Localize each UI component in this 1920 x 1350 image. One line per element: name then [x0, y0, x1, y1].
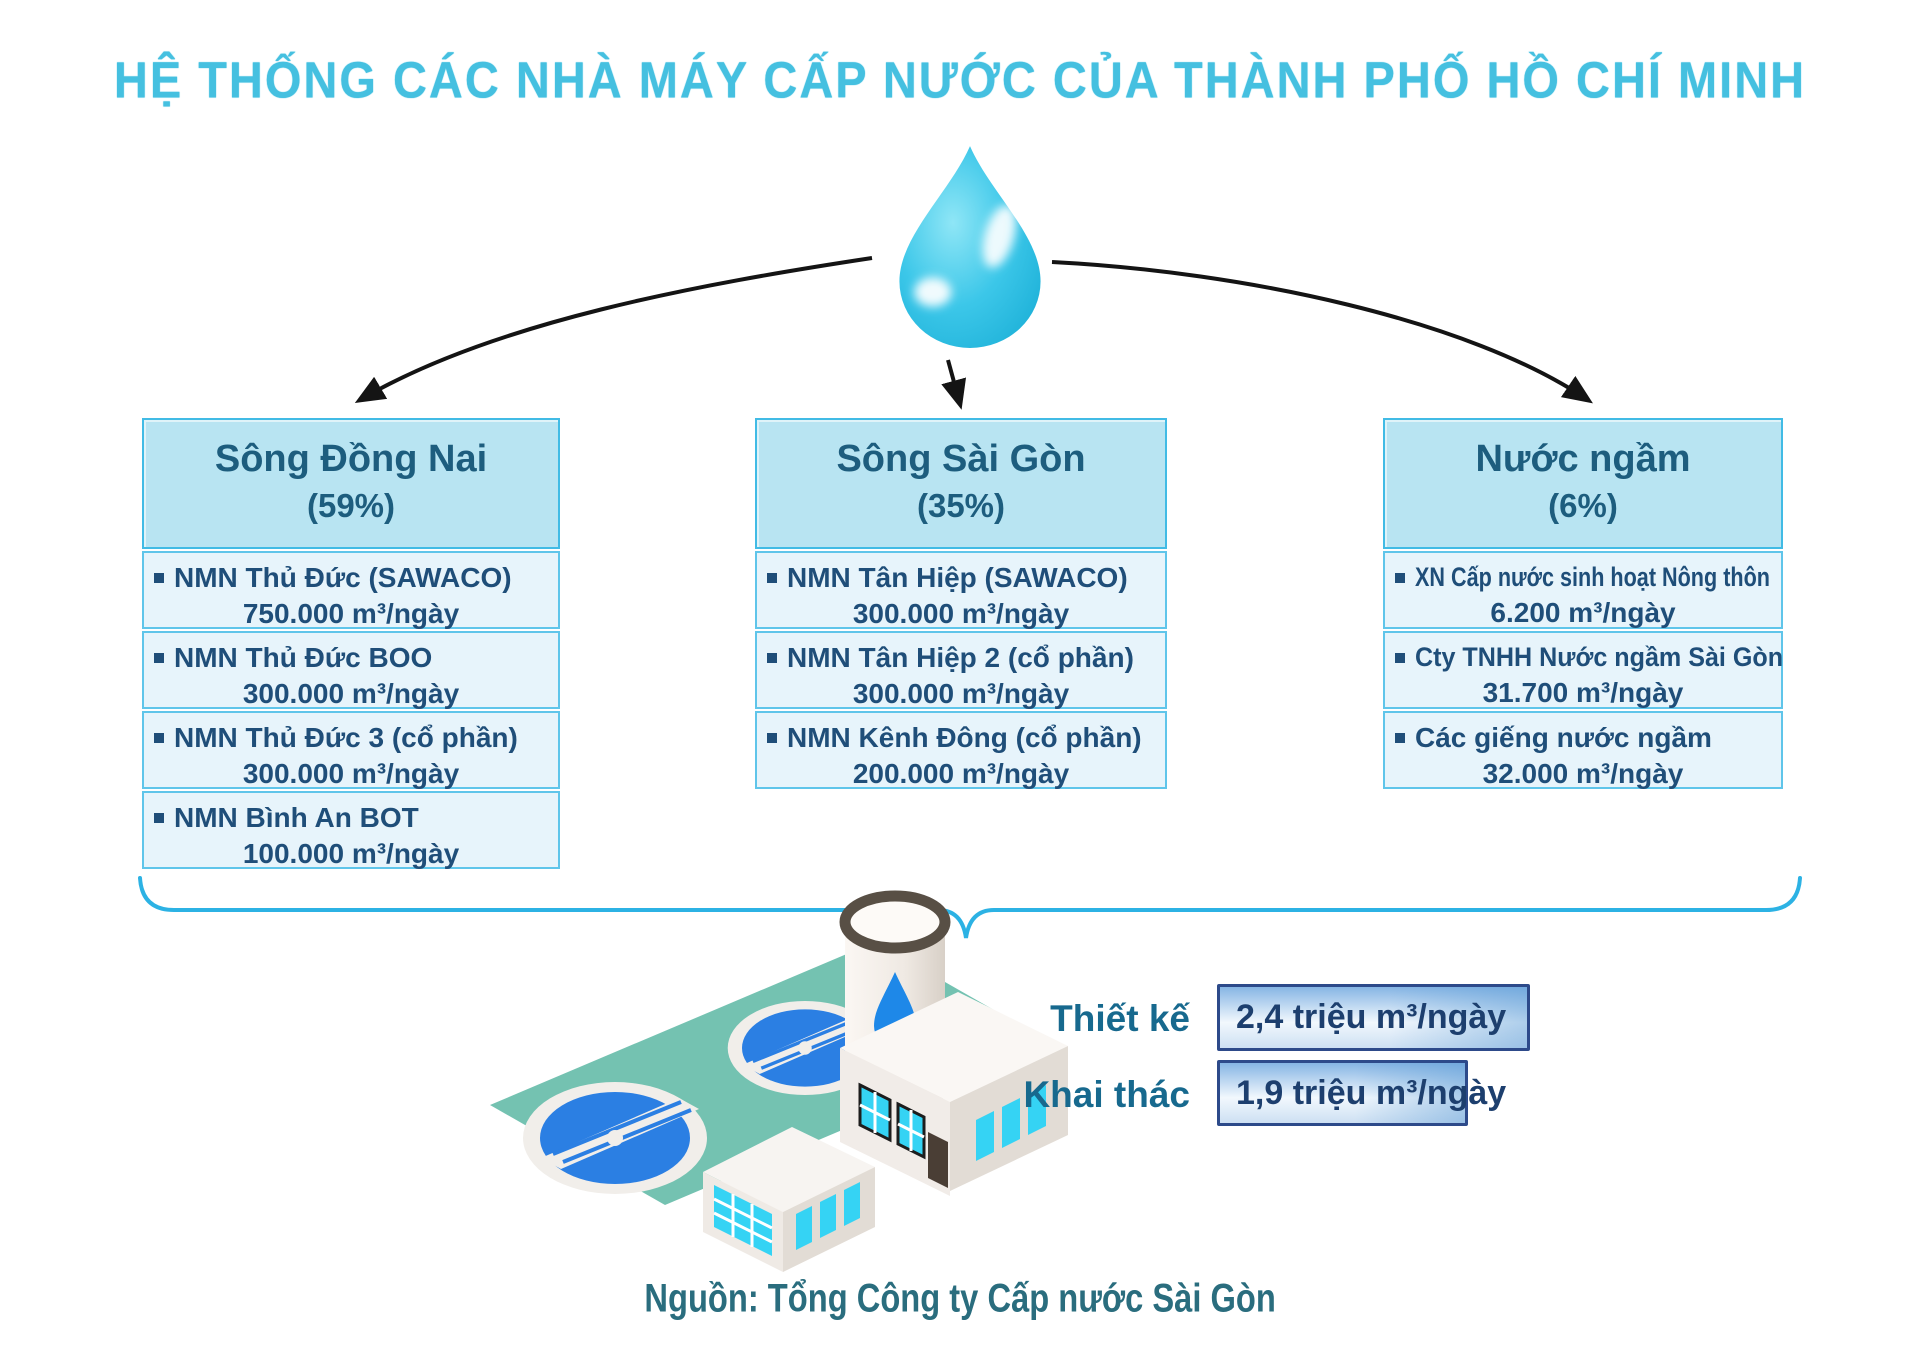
- bullet-icon: [1395, 653, 1405, 663]
- plant-item: [142, 551, 560, 629]
- plant-name: NMN Bình An BOT: [174, 802, 419, 833]
- plant-capacity: 100.000 m³/ngày: [242, 838, 460, 869]
- bullet-icon: [767, 733, 777, 743]
- plant-capacity: 300.000 m³/ngày: [852, 598, 1070, 629]
- plant-item: [142, 711, 560, 789]
- plant-capacity: 200.000 m³/ngày: [852, 758, 1070, 789]
- bullet-icon: [154, 733, 164, 743]
- bullet-icon: [1395, 573, 1405, 583]
- water-drop-icon: [872, 138, 1068, 358]
- extract-value-box: 1,9 triệu m³/ngày: [1217, 1060, 1468, 1126]
- plant-list: [755, 551, 1167, 789]
- plant-name: XN Cấp nước sinh hoạt Nông thôn: [1415, 562, 1770, 592]
- plant-item: [755, 631, 1167, 709]
- column-header: [142, 418, 560, 549]
- clarifier-tank-large: [523, 1082, 707, 1194]
- column-song-sai-gon: [755, 418, 1167, 791]
- column-title: Sông Đồng Nai: [214, 438, 488, 480]
- plant-capacity: 300.000 m³/ngày: [852, 678, 1070, 709]
- extract-label: Khai thác: [1023, 1074, 1190, 1115]
- arrow-to-middle-column: [948, 360, 960, 404]
- plant-name: Các giếng nước ngầm: [1415, 722, 1712, 753]
- plant-item: [1383, 551, 1783, 629]
- arrow-to-right-column: [1052, 262, 1588, 400]
- plant-name: NMN Tân Hiệp (SAWACO): [787, 562, 1128, 593]
- column-share: (59%): [306, 487, 396, 524]
- bullet-icon: [767, 653, 777, 663]
- plant-item: [755, 711, 1167, 789]
- column-header: [755, 418, 1167, 549]
- plant-item: [755, 551, 1167, 629]
- column-header: [1383, 418, 1783, 549]
- design-value-box: 2,4 triệu m³/ngày: [1217, 984, 1530, 1051]
- plant-capacity: 750.000 m³/ngày: [242, 598, 460, 629]
- plant-item: [142, 791, 560, 869]
- column-nuoc-ngam: [1383, 418, 1783, 791]
- column-share: (6%): [1548, 487, 1618, 524]
- plant-item: [142, 631, 560, 709]
- plant-name: NMN Thủ Đức BOO: [174, 642, 433, 673]
- plant-name: NMN Thủ Đức 3 (cổ phần): [174, 722, 518, 753]
- bullet-icon: [767, 573, 777, 583]
- plant-name: NMN Thủ Đức (SAWACO): [174, 562, 512, 593]
- plant-item: [1383, 631, 1783, 709]
- plant-list: [1383, 551, 1783, 789]
- plant-capacity: 300.000 m³/ngày: [242, 758, 460, 789]
- arrow-to-left-column: [360, 258, 872, 400]
- water-plant-illustration: [420, 880, 1070, 1310]
- column-title: Nước ngầm: [1475, 438, 1691, 480]
- plant-list: [142, 551, 560, 869]
- column-song-dong-nai: [142, 418, 560, 871]
- bullet-icon: [154, 813, 164, 823]
- bullet-icon: [1395, 733, 1405, 743]
- plant-capacity: 31.700 m³/ngày: [1482, 677, 1684, 708]
- plant-name: NMN Kênh Đông (cổ phần): [787, 722, 1142, 753]
- bullet-icon: [154, 573, 164, 583]
- design-label: Thiết kế: [1050, 998, 1190, 1039]
- plant-capacity: 32.000 m³/ngày: [1482, 758, 1684, 789]
- page-title: HỆ THỐNG CÁC NHÀ MÁY CẤP NƯỚC CỦA THÀNH PHỐ HỒ CHÍ MINH: [113, 50, 1807, 109]
- source-text: Nguồn: Tổng Công ty Cấp nước Sài Gòn: [644, 1276, 1276, 1322]
- plant-name: NMN Tân Hiệp 2 (cổ phần): [787, 642, 1134, 673]
- column-share: (35%): [916, 487, 1006, 524]
- bullet-icon: [154, 653, 164, 663]
- plant-capacity: 6.200 m³/ngày: [1490, 597, 1676, 628]
- column-title: Sông Sài Gòn: [836, 438, 1086, 480]
- plant-capacity: 300.000 m³/ngày: [242, 678, 460, 709]
- plant-item: [1383, 711, 1783, 789]
- plant-name: Cty TNHH Nước ngầm Sài Gòn: [1415, 642, 1784, 672]
